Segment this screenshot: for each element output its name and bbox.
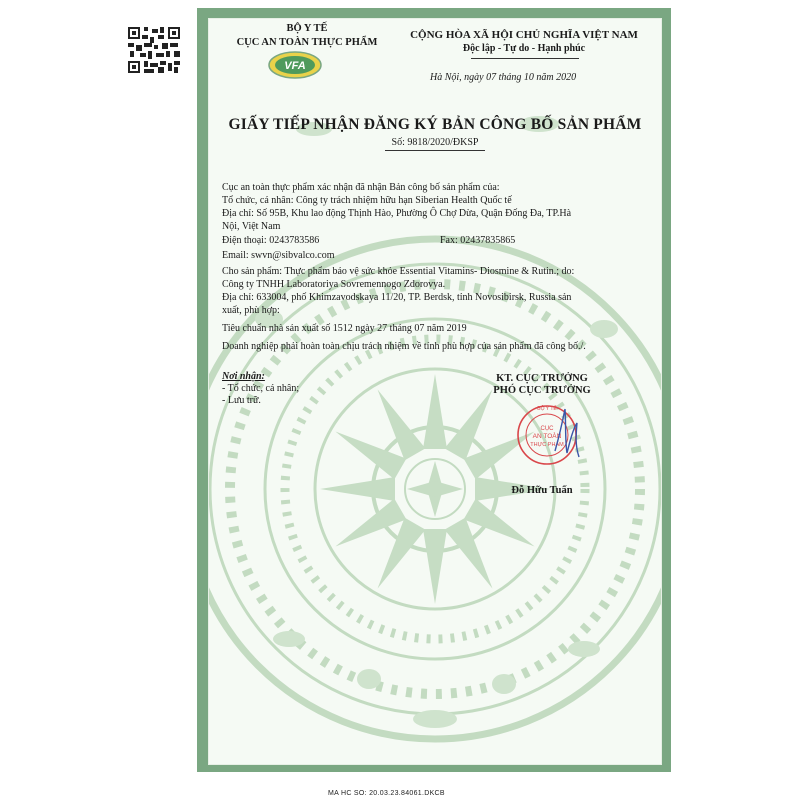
number-underline bbox=[385, 150, 485, 151]
footer-code: MA HC SO: 20.03.23.84061.DKCB bbox=[328, 790, 445, 797]
agency-name: CỤC AN TOÀN THỰC PHẨM bbox=[236, 37, 378, 48]
standard-line: Tiêu chuẩn nhà sản xuất số 1512 ngày 27 tháng 07 năm 2019 bbox=[222, 323, 467, 334]
national-motto: Độc lập - Tự do - Hạnh phúc bbox=[462, 43, 586, 54]
official-stamp-icon bbox=[515, 401, 585, 467]
vfa-logo-icon bbox=[267, 50, 323, 80]
document-title: GIẤY TIẾP NHẬN ĐĂNG KÝ BẢN CÔNG BỐ SẢN PHẨM bbox=[228, 116, 642, 133]
stamp-text: CỤC bbox=[540, 426, 554, 432]
signer-role: KT. CỤC TRƯỞNG bbox=[496, 373, 588, 384]
issue-date: Hà Nội, ngày 07 tháng 10 năm 2020 bbox=[430, 72, 577, 83]
stamp-text: THỰC PHẨM bbox=[530, 442, 564, 448]
recipients-heading: Nơi nhận: bbox=[222, 371, 265, 382]
republic-name: CỘNG HÒA XÃ HỘI CHỦ NGHĨA VIỆT NAM bbox=[410, 29, 638, 41]
email-line: Email: swvn@sibvalco.com bbox=[222, 250, 335, 261]
qr-code-icon bbox=[128, 27, 180, 73]
responsibility-line: Doanh nghiệp phải hoàn toàn chịu trách nhiệm về tính phù hợp của sản phẩm đã công bố./. bbox=[222, 341, 586, 352]
recipient-item: - Tổ chức, cá nhân; bbox=[222, 383, 300, 394]
product-line: xuất, phù hợp: bbox=[222, 305, 280, 316]
stamp-ring-text: BỘ Y TẾ bbox=[537, 406, 557, 412]
body-line: Nội, Việt Nam bbox=[222, 221, 281, 232]
body-line: Cục an toàn thực phẩm xác nhận đã nhận Bản công bố sản phẩm của: bbox=[222, 182, 500, 193]
phone-line: Điện thoại: 0243783586 bbox=[222, 235, 320, 246]
signer-title: PHÓ CỤC TRƯỞNG bbox=[493, 385, 591, 396]
fax-line: Fax: 02437835865 bbox=[440, 235, 516, 246]
stamp-text: AN TOÀN bbox=[532, 433, 562, 440]
certificate-page bbox=[208, 18, 662, 765]
product-line: Cho sản phẩm: Thực phẩm bảo vệ sức khỏe Essential Vitamins- Diosmine & Rutin.; do: bbox=[222, 266, 575, 277]
body-line: Địa chỉ: Số 95B, Khu lao động Thịnh Hào, Phường Ô Chợ Dừa, Quận Đống Đa, TP.Hà bbox=[222, 208, 572, 219]
signer-name: Đỗ Hữu Tuấn bbox=[511, 485, 573, 496]
logo-text: VFA bbox=[284, 60, 306, 72]
body-line: Tổ chức, cá nhân: Công ty trách nhiệm hữu hạn Siberian Health Quốc tế bbox=[222, 195, 512, 206]
ministry-name: BỘ Y TẾ bbox=[286, 23, 328, 34]
product-line: Công ty TNHH Laboratoriya Sovremennogo Zdorovya. bbox=[222, 279, 446, 290]
recipient-item: - Lưu trữ. bbox=[222, 395, 261, 406]
document-number: Số: 9818/2020/ĐKSP bbox=[391, 137, 479, 148]
product-line: Địa chỉ: 633004, phố Khimzavodskaya 11/20, TP. Berdsk, tỉnh Novosibirsk, Russia sản bbox=[222, 292, 572, 303]
motto-underline bbox=[471, 58, 579, 59]
